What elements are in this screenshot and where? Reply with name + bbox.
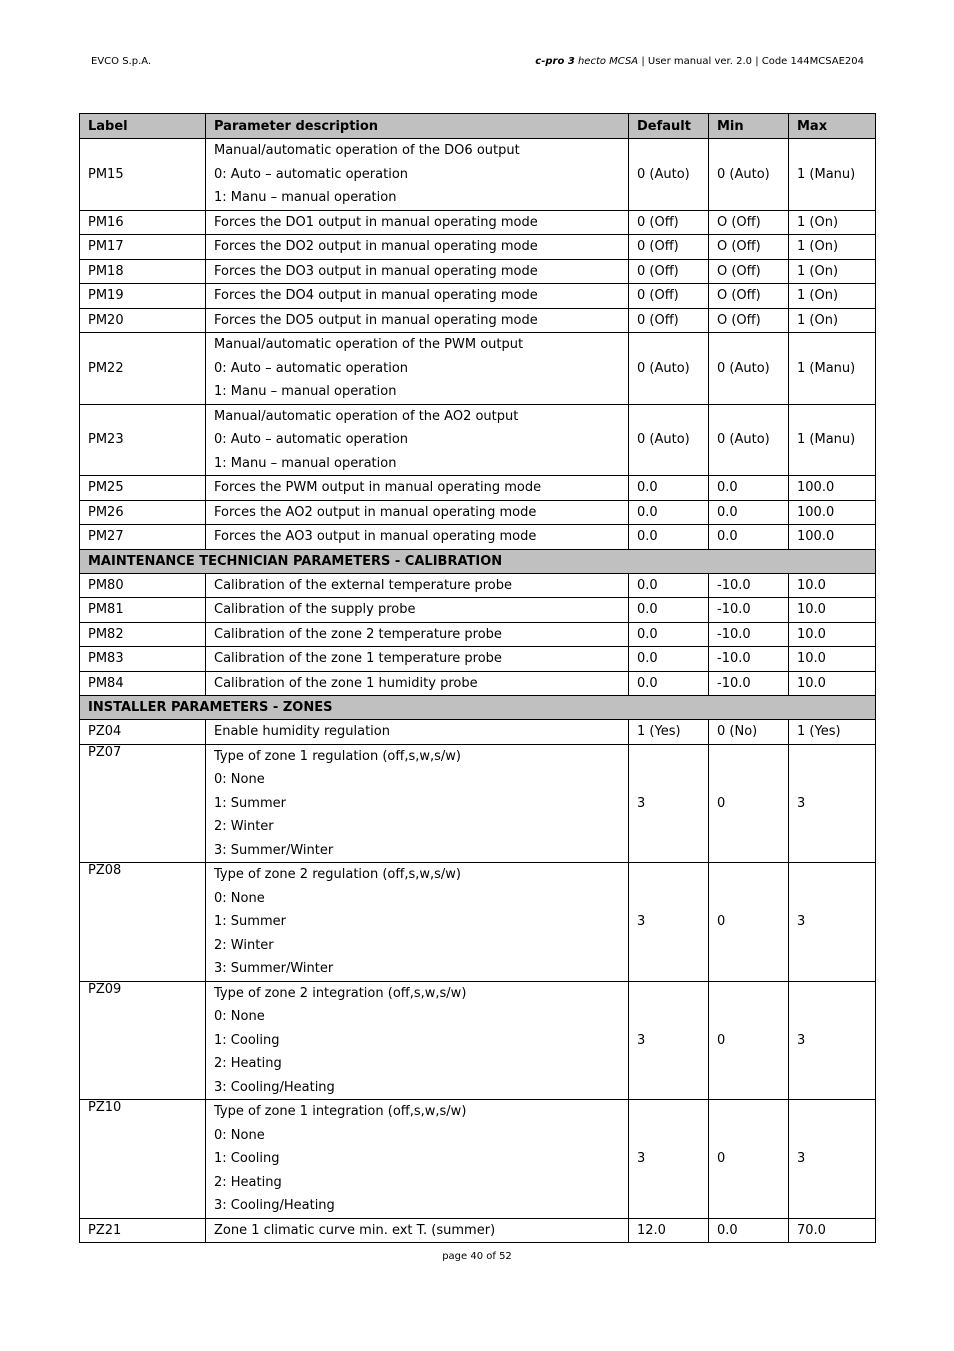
parameter-min: 0 — [709, 744, 789, 863]
parameter-min: O (Off) — [709, 284, 789, 309]
parameter-min: O (Off) — [709, 308, 789, 333]
table-row — [80, 235, 876, 260]
parameter-max: 3 — [789, 981, 876, 1100]
table-row — [80, 671, 876, 696]
description-line: 2: Winter — [214, 819, 274, 834]
parameter-label: PM16 — [80, 210, 206, 235]
page-number: page 40 of 52 — [442, 1251, 512, 1262]
table-row — [80, 1100, 876, 1219]
section-header-row — [80, 696, 876, 720]
parameter-max: 10.0 — [789, 622, 876, 647]
description-line: 3: Summer/Winter — [214, 961, 334, 976]
description-line: 2: Heating — [214, 1174, 282, 1190]
description-line: Type of zone 2 integration (off,s,w,s/w) — [214, 985, 467, 1001]
description-line: Calibration of the external temperature probe — [214, 577, 512, 593]
table-row — [80, 622, 876, 647]
parameter-default: 12.0 — [629, 1218, 709, 1243]
section-title: INSTALLER PARAMETERS - ZONES — [80, 696, 876, 720]
table-row — [80, 284, 876, 309]
description-line: Manual/automatic operation of the DO6 output — [214, 143, 520, 158]
description-line: Enable humidity regulation — [214, 724, 390, 739]
parameter-max: 1 (On) — [789, 259, 876, 284]
parameter-min: 0 (Auto) — [709, 333, 789, 405]
header-company: EVCO S.p.A. — [91, 56, 152, 67]
description-line: 0: None — [214, 772, 265, 787]
parameter-label: PM84 — [80, 671, 206, 696]
table-row — [80, 744, 876, 863]
description-line: 1: Manu – manual operation — [214, 384, 397, 399]
parameter-max: 1 (On) — [789, 284, 876, 309]
parameter-label: PZ21 — [80, 1218, 206, 1243]
header-product-name: c-pro 3 — [535, 56, 575, 67]
parameter-description — [206, 647, 629, 672]
description-line: Calibration of the zone 2 temperature probe — [214, 626, 502, 642]
description-line: 2: Heating — [214, 1056, 282, 1071]
description-line: Forces the DO1 output in manual operating mode — [214, 214, 538, 230]
description-line: Forces the PWM output in manual operating mode — [214, 480, 542, 495]
table-row — [80, 259, 876, 284]
parameter-default: 0.0 — [629, 573, 709, 598]
parameter-description — [206, 720, 629, 745]
parameter-default: 3 — [629, 744, 709, 863]
column-header-default: Default — [629, 114, 709, 139]
parameter-default: 0.0 — [629, 671, 709, 696]
description-line: 0: Auto – automatic operation — [214, 166, 409, 182]
description-line: Type of zone 1 integration (off,s,w,s/w) — [214, 1104, 467, 1119]
parameter-min: 0 (No) — [709, 720, 789, 745]
parameter-label: PM81 — [80, 598, 206, 623]
parameter-description — [206, 259, 629, 284]
table-row — [80, 500, 876, 525]
table-row — [80, 308, 876, 333]
parameter-label: PM82 — [80, 622, 206, 647]
parameter-label: PM15 — [80, 139, 206, 211]
parameter-label: PM83 — [80, 647, 206, 672]
description-line: Forces the DO4 output in manual operating mode — [214, 288, 538, 303]
description-line: Calibration of the zone 1 humidity probe — [214, 675, 478, 691]
table-row — [80, 210, 876, 235]
description-line: Forces the AO2 output in manual operating mode — [214, 504, 537, 520]
parameter-description — [206, 598, 629, 623]
parameter-min: 0.0 — [709, 1218, 789, 1243]
table-header-row — [80, 114, 876, 139]
description-line: 3: Cooling/Heating — [214, 1198, 335, 1213]
header-document-info — [535, 56, 864, 67]
parameter-label: PM26 — [80, 500, 206, 525]
parameter-description — [206, 476, 629, 501]
parameter-max: 100.0 — [789, 525, 876, 550]
description-line: Calibration of the zone 1 temperature probe — [214, 651, 502, 666]
parameter-label: PZ07 — [80, 744, 206, 863]
parameter-description — [206, 671, 629, 696]
parameter-max: 1 (Manu) — [789, 404, 876, 476]
parameter-min: 0 (Auto) — [709, 404, 789, 476]
header-manual-info: | User manual ver. 2.0 | Code 144MCSAE204 — [638, 56, 864, 67]
parameter-default: 0.0 — [629, 525, 709, 550]
column-header-min: Min — [709, 114, 789, 139]
parameter-description — [206, 525, 629, 550]
table-row — [80, 863, 876, 982]
parameter-description — [206, 284, 629, 309]
parameter-min: 0.0 — [709, 476, 789, 501]
description-line: Type of zone 1 regulation (off,s,w,s/w) — [214, 748, 462, 764]
description-line: 1: Cooling — [214, 1032, 280, 1048]
table-row — [80, 1218, 876, 1243]
parameters-table — [79, 113, 876, 1243]
parameter-max: 70.0 — [789, 1218, 876, 1243]
parameter-label: PM22 — [80, 333, 206, 405]
table-body — [80, 139, 876, 1243]
parameter-default: 0.0 — [629, 647, 709, 672]
parameter-description — [206, 500, 629, 525]
description-line: Forces the DO5 output in manual operating mode — [214, 312, 538, 328]
parameter-label: PZ09 — [80, 981, 206, 1100]
description-line: Manual/automatic operation of the PWM output — [214, 337, 524, 352]
description-line: 0: Auto – automatic operation — [214, 432, 409, 447]
parameter-default: 0 (Off) — [629, 284, 709, 309]
parameter-min: 0.0 — [709, 525, 789, 550]
parameter-label: PM19 — [80, 284, 206, 309]
parameter-max: 1 (On) — [789, 235, 876, 260]
parameter-min: 0 (Auto) — [709, 139, 789, 211]
column-header-description: Parameter description — [206, 114, 629, 139]
description-line: Type of zone 2 regulation (off,s,w,s/w) — [214, 867, 462, 882]
parameter-max: 3 — [789, 744, 876, 863]
table-row — [80, 573, 876, 598]
parameter-min: O (Off) — [709, 210, 789, 235]
description-line: 3: Cooling/Heating — [214, 1079, 335, 1095]
parameter-default: 0 (Off) — [629, 259, 709, 284]
parameter-min: -10.0 — [709, 598, 789, 623]
description-line: 1: Summer — [214, 795, 286, 811]
parameter-label: PZ04 — [80, 720, 206, 745]
parameter-max: 10.0 — [789, 598, 876, 623]
table-row — [80, 647, 876, 672]
column-header-label: Label — [80, 114, 206, 139]
parameter-label: PM17 — [80, 235, 206, 260]
description-line: Forces the DO2 output in manual operating mode — [214, 239, 538, 254]
table-row — [80, 333, 876, 405]
parameter-max: 10.0 — [789, 573, 876, 598]
parameter-label: PM80 — [80, 573, 206, 598]
parameter-description — [206, 744, 629, 863]
table-row — [80, 981, 876, 1100]
description-line: 0: Auto – automatic operation — [214, 360, 409, 376]
section-header-row — [80, 549, 876, 573]
parameter-default: 0 (Auto) — [629, 139, 709, 211]
parameter-description — [206, 139, 629, 211]
parameter-label: PZ10 — [80, 1100, 206, 1219]
parameter-description — [206, 981, 629, 1100]
column-header-max: Max — [789, 114, 876, 139]
parameter-max: 3 — [789, 863, 876, 982]
parameter-description — [206, 1100, 629, 1219]
table-row — [80, 476, 876, 501]
parameter-label: PM20 — [80, 308, 206, 333]
parameter-min: -10.0 — [709, 573, 789, 598]
parameter-description — [206, 573, 629, 598]
description-line: 1: Cooling — [214, 1151, 280, 1166]
parameter-label: PM23 — [80, 404, 206, 476]
parameter-description — [206, 308, 629, 333]
parameter-label: PM25 — [80, 476, 206, 501]
parameter-description — [206, 210, 629, 235]
description-line: Forces the AO3 output in manual operating mode — [214, 529, 537, 544]
description-line: Zone 1 climatic curve min. ext T. (summer) — [214, 1222, 496, 1238]
parameter-default: 0 (Off) — [629, 210, 709, 235]
parameter-max: 10.0 — [789, 671, 876, 696]
parameter-max: 3 — [789, 1100, 876, 1219]
parameter-default: 0.0 — [629, 500, 709, 525]
description-line: 3: Summer/Winter — [214, 842, 334, 858]
parameter-default: 1 (Yes) — [629, 720, 709, 745]
description-line: Forces the DO3 output in manual operating mode — [214, 263, 538, 279]
description-line: 2: Winter — [214, 937, 274, 953]
parameter-min: -10.0 — [709, 647, 789, 672]
parameter-max: 10.0 — [789, 647, 876, 672]
parameter-default: 0 (Off) — [629, 308, 709, 333]
parameter-min: 0 — [709, 1100, 789, 1219]
parameter-label: PM18 — [80, 259, 206, 284]
description-line: 1: Manu – manual operation — [214, 455, 397, 471]
parameter-default: 0 (Off) — [629, 235, 709, 260]
description-line: 0: None — [214, 1127, 265, 1143]
parameter-description — [206, 333, 629, 405]
parameter-default: 0.0 — [629, 622, 709, 647]
parameter-max: 1 (Manu) — [789, 139, 876, 211]
parameter-max: 1 (Manu) — [789, 333, 876, 405]
description-line: 1: Manu – manual operation — [214, 190, 397, 205]
parameter-default: 3 — [629, 981, 709, 1100]
parameter-description — [206, 863, 629, 982]
parameter-description — [206, 235, 629, 260]
description-line: Calibration of the supply probe — [214, 602, 416, 617]
table-row — [80, 720, 876, 745]
parameter-label: PZ08 — [80, 863, 206, 982]
parameter-min: 0.0 — [709, 500, 789, 525]
parameter-min: 0 — [709, 981, 789, 1100]
parameter-max: 1 (Yes) — [789, 720, 876, 745]
parameter-default: 0 (Auto) — [629, 404, 709, 476]
parameter-description — [206, 1218, 629, 1243]
parameter-max: 1 (On) — [789, 210, 876, 235]
parameter-description — [206, 404, 629, 476]
parameter-max: 1 (On) — [789, 308, 876, 333]
table-row — [80, 404, 876, 476]
parameter-default: 3 — [629, 1100, 709, 1219]
header-product-variant: hecto MCSA — [574, 56, 639, 67]
table-row — [80, 598, 876, 623]
parameter-default: 0 (Auto) — [629, 333, 709, 405]
parameter-min: O (Off) — [709, 235, 789, 260]
description-line: 0: None — [214, 1009, 265, 1024]
table-row — [80, 525, 876, 550]
section-title: MAINTENANCE TECHNICIAN PARAMETERS - CALIBRATION — [80, 549, 876, 573]
parameter-min: 0 — [709, 863, 789, 982]
parameter-min: -10.0 — [709, 622, 789, 647]
parameter-min: O (Off) — [709, 259, 789, 284]
parameter-default: 3 — [629, 863, 709, 982]
description-line: Manual/automatic operation of the AO2 output — [214, 408, 519, 424]
parameter-max: 100.0 — [789, 476, 876, 501]
table-row — [80, 139, 876, 211]
parameter-description — [206, 622, 629, 647]
description-line: 0: None — [214, 890, 265, 906]
parameter-label: PM27 — [80, 525, 206, 550]
parameter-default: 0.0 — [629, 598, 709, 623]
description-line: 1: Summer — [214, 914, 286, 929]
parameter-default: 0.0 — [629, 476, 709, 501]
parameter-max: 100.0 — [789, 500, 876, 525]
parameter-min: -10.0 — [709, 671, 789, 696]
